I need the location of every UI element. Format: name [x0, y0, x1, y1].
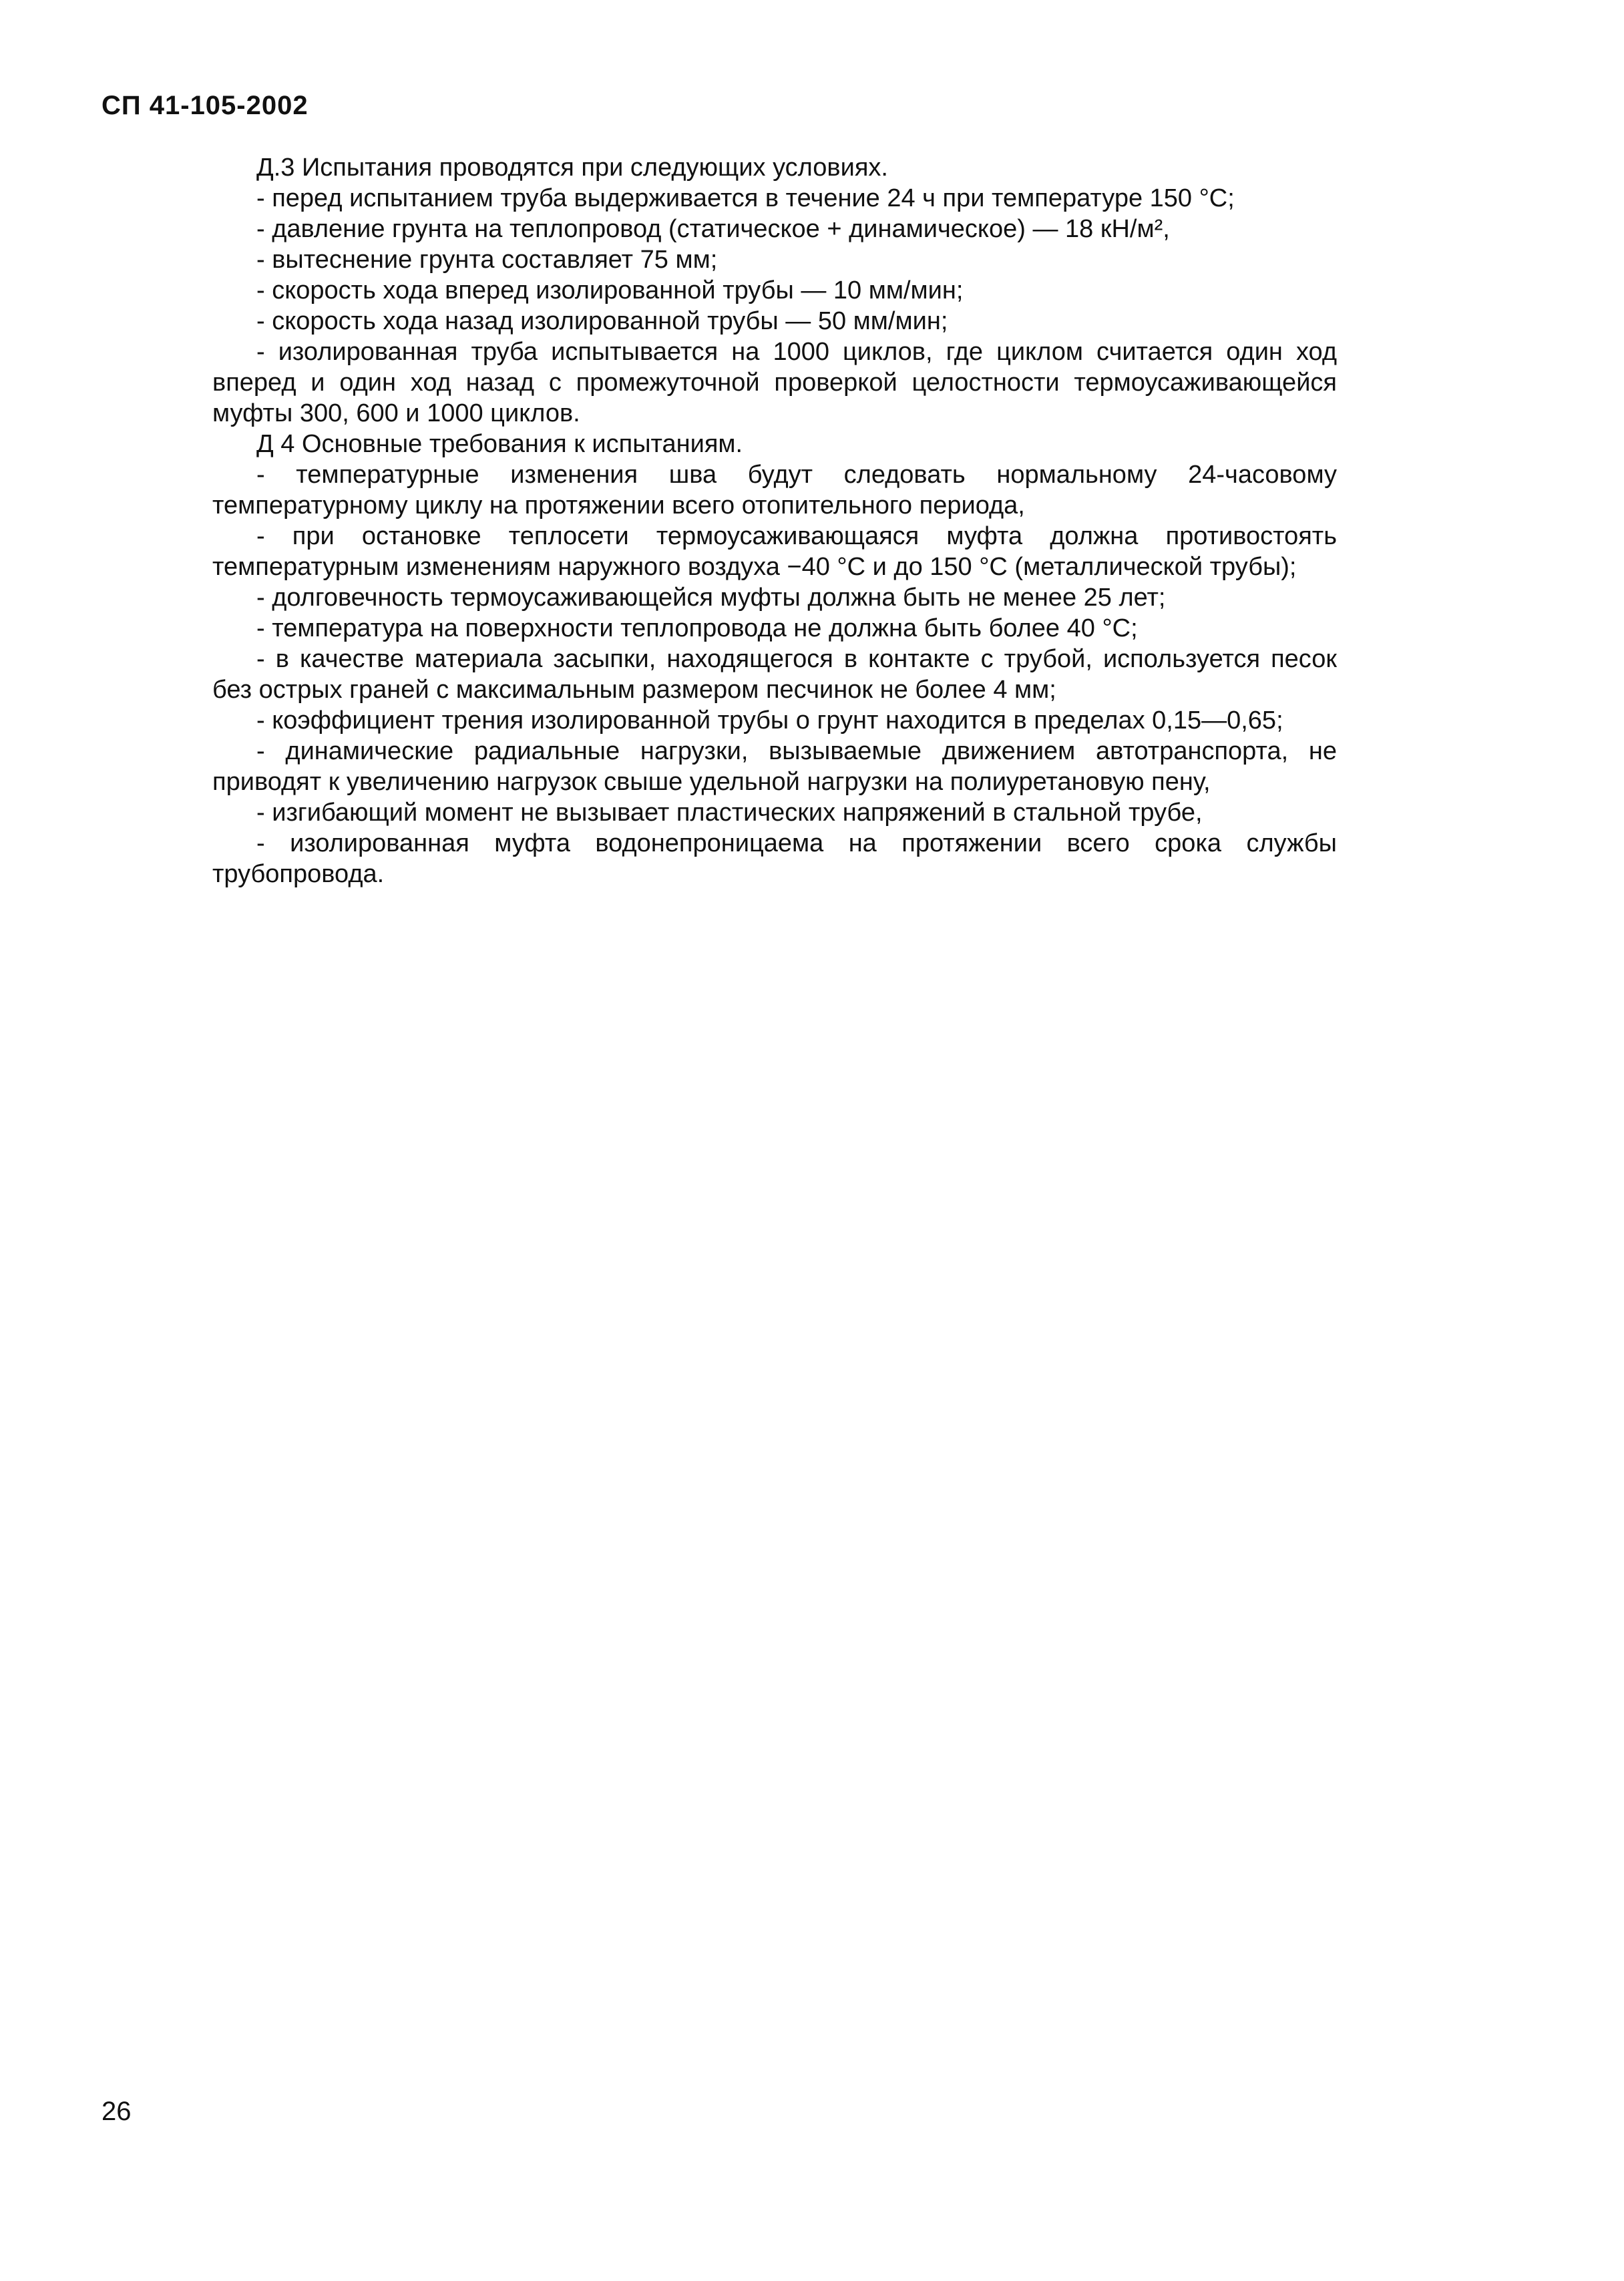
list-item: - перед испытанием труба выдерживается в течение 24 ч при температуре 150 °С; [256, 184, 1235, 212]
list-item: - в качестве материала засыпки, находящегося в контакте с трубой, используется песок без острых граней с максимальным размером песчинок не более 4 мм; [212, 645, 1337, 704]
list-item: - при остановке теплосети термоусаживающаяся муфта должна противостоять температурным изменениям наружного воздуха −40 °С и до 150 °С (металлической трубы); [212, 522, 1337, 581]
list-item: - изгибающий момент не вызывает пластических напряжений в стальной трубе, [256, 799, 1203, 827]
page-number: 26 [102, 2097, 132, 2126]
list-item: - вытеснение грунта составляет 75 мм; [256, 246, 718, 274]
paragraph-d3-title: Д.3 Испытания проводятся при следующих условиях. [256, 154, 888, 182]
list-item: - коэффициент трения изолированной трубы о грунт находится в пределах 0,15—0,65; [256, 706, 1283, 735]
list-item: - скорость хода вперед изолированной трубы — 10 мм/мин; [256, 276, 964, 304]
document-body [212, 152, 1337, 889]
list-item: - изолированная труба испытывается на 1000 циклов, где циклом считается один ход вперед и один ход назад с промежуточной проверкой целостности термоусаживающейся муфты 300, 600 и 1000 циклов. [212, 338, 1337, 427]
list-item: - давление грунта на теплопровод (статическое + динамическое) — 18 кН/м², [256, 215, 1170, 243]
list-item: - температура на поверхности теплопровода не должна быть более 40 °С; [256, 614, 1138, 642]
list-item: - скорость хода назад изолированной трубы — 50 мм/мин; [256, 307, 948, 335]
list-item: - динамические радиальные нагрузки, вызываемые движением автотранспорта, не приводят к увеличению нагрузок свыше удельной нагрузки на полиуретановую пену, [212, 737, 1337, 796]
list-item: - долговечность термоусаживающейся муфты должна быть не менее 25 лет; [256, 584, 1166, 612]
list-item: - температурные изменения шва будут следовать нормальному 24-часовому температурному циклу на протяжении всего отопительного периода, [212, 461, 1337, 520]
paragraph-d4-title: Д 4 Основные требования к испытаниям. [256, 430, 743, 458]
list-item: - изолированная муфта водонепроницаема на протяжении всего срока службы трубопровода. [212, 829, 1337, 888]
document-code: СП 41-105-2002 [102, 91, 309, 120]
